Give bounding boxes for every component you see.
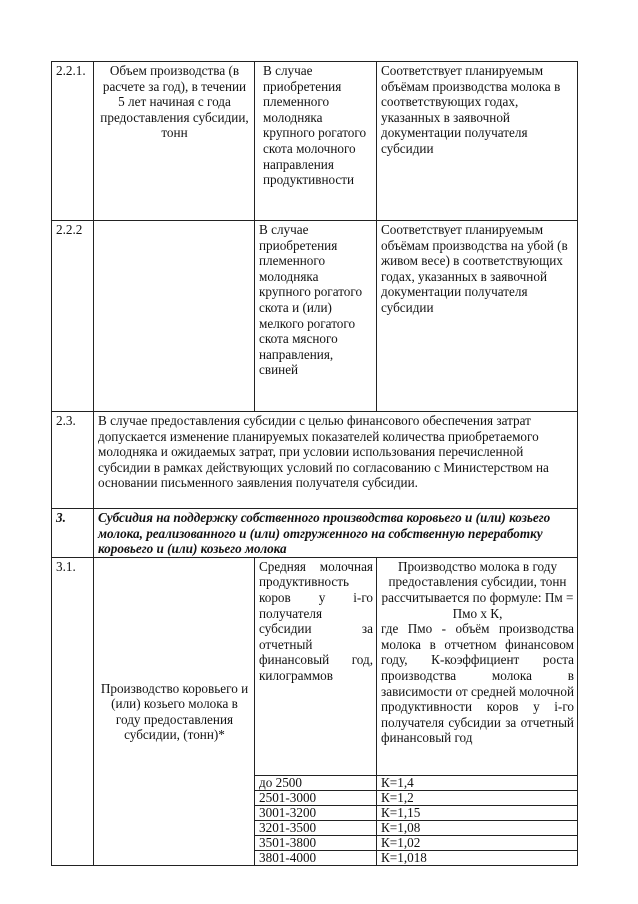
conditions-table [51, 61, 578, 866]
table-row-3-1 [52, 557, 578, 775]
productivity-range: 3001-3200 [255, 805, 377, 820]
value-cell: Соответствует планируемым объёмам производства молока в соответствующих годах, указанных в заявочной документации получателя субсидии [377, 62, 578, 221]
formula-description: где Пмо - объём производства молока в отчетном финансовом году, К-коэффициент роста производства молока в зависимости от средней молочной продуктивности коров у i-го получателя субсидии за отчетный финансовый год [381, 621, 575, 746]
condition-cell: В случае приобретения племенного молодняка крупного рогатого скота и (или) мелкого рогатого скота мясного направления, свиней [255, 221, 377, 412]
row-number: 2.2.1. [52, 62, 94, 221]
formula-heading: Производство молока в году предоставления субсидии, тонн рассчитывается по формуле: Пм = Пмо х К, [381, 558, 574, 621]
section-number: 3. [52, 509, 94, 558]
productivity-range: 3201-3500 [255, 820, 377, 835]
row-number: 3.1. [52, 557, 94, 865]
table-row-2-2-2 [52, 221, 578, 412]
indicator-cell: Объем производства (в расчете за год), в течении 5 лет начиная с года предоставления субсидии, тонн [94, 62, 255, 221]
table-row-2-2-1 [52, 62, 578, 221]
condition-cell: Средняя молочная продуктивность коров у i-го получателя субсидии за отчетный финансовый год, килограммов [255, 557, 377, 775]
coefficient-value: К=1,08 [377, 820, 578, 835]
value-cell [377, 557, 578, 775]
coefficient-value: К=1,15 [377, 805, 578, 820]
coefficient-value: К=1,2 [377, 790, 578, 805]
row-number: 2.2.2 [52, 221, 94, 412]
coefficient-value: К=1,4 [377, 775, 578, 790]
coefficient-value: К=1,02 [377, 835, 578, 850]
indicator-cell: Производство коровьего и (или) козьего молока в году предоставления субсидии, (тонн)* [94, 557, 255, 865]
productivity-range: 3501-3800 [255, 835, 377, 850]
coefficient-value: К=1,018 [377, 850, 578, 865]
productivity-range: 3801-4000 [255, 850, 377, 865]
indicator-cell [94, 221, 255, 412]
productivity-range: 2501-3000 [255, 790, 377, 805]
condition-cell: В случае приобретения племенного молодняка крупного рогатого скота молочного направления продуктивности [255, 62, 377, 221]
section-title: Субсидия на поддержку собственного производства коровьего и (или) козьего молока, реализованного и (или) отгруженного на собственную переработку коровьего и (или) козьего молока [94, 509, 578, 558]
section-row-3 [52, 509, 578, 558]
row-number: 2.3. [52, 412, 94, 509]
productivity-range: до 2500 [255, 775, 377, 790]
table-row-2-3 [52, 412, 578, 509]
note-cell: В случае предоставления субсидии с целью финансового обеспечения затрат допускается изменение планируемых показателей количества приобретаемого молодняка и ожидаемых затрат, при условии использования перечисленной субсидии в рамках действующих условий по согласованию с Министерством на основании письменного заявления получателя субсидии. [94, 412, 578, 509]
value-cell: Соответствует планируемым объёмам производства на убой (в живом весе) в соответствующих годах, указанных в заявочной документации получателя субсидии [377, 221, 578, 412]
